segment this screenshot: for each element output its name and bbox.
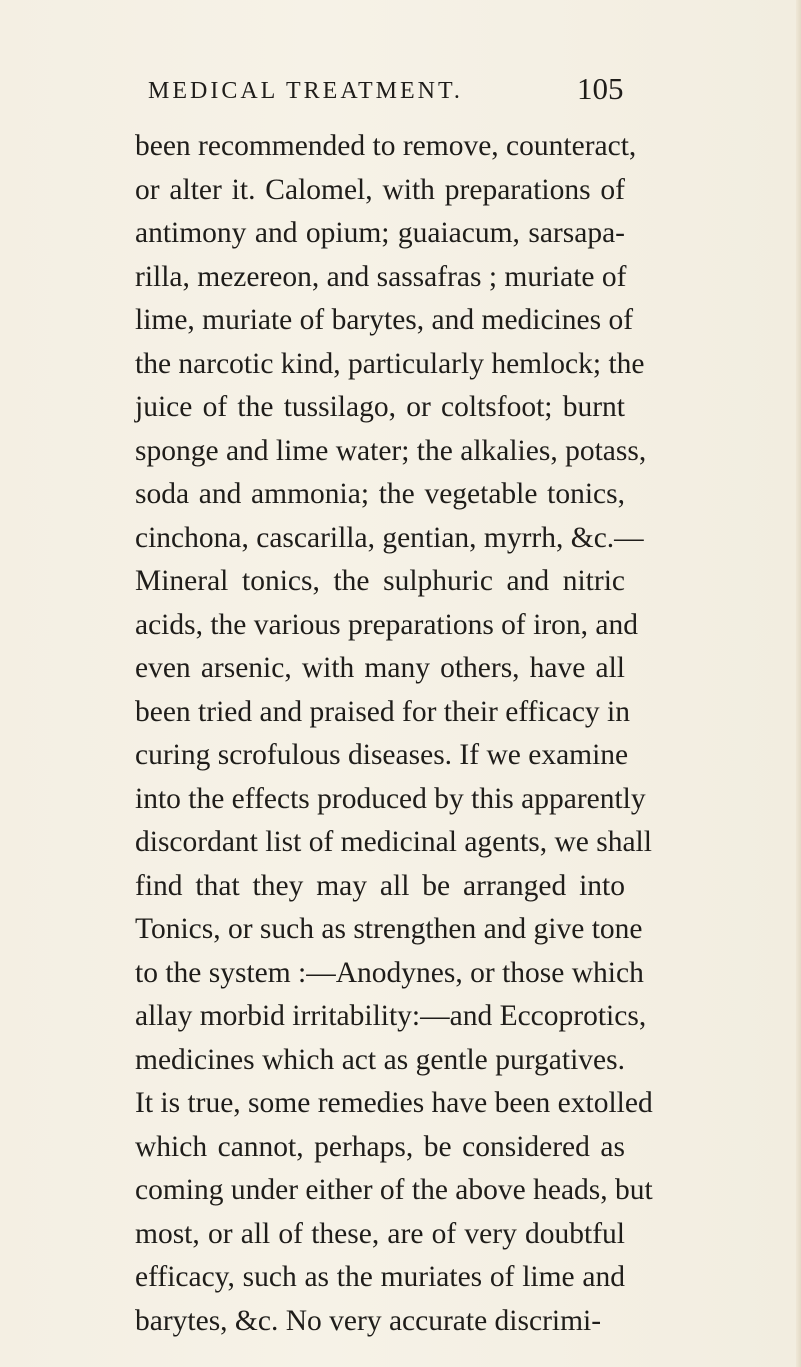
text-line: into the effects produced by this apparently: [135, 783, 646, 815]
text-line: to the system :—Anodynes, or those which: [135, 957, 644, 989]
text-line: Mineral tonics, the sulphuric and nitric: [135, 565, 625, 597]
page-edge: [796, 0, 801, 1367]
text-line: allay morbid irritability:—and Eccoprotics,: [135, 1000, 647, 1032]
text-line: barytes, &c. No very accurate discrimi-: [135, 1305, 602, 1337]
text-line: or alter it. Calomel, with preparations of: [135, 174, 625, 206]
text-line: It is true, some remedies have been extolled: [135, 1087, 653, 1119]
text-line: lime, muriate of barytes, and medicines of: [135, 304, 634, 336]
text-line: discordant list of medicinal agents, we shall: [135, 826, 652, 858]
text-line: efficacy, such as the muriates of lime and: [135, 1261, 625, 1293]
text-line: soda and ammonia; the vegetable tonics,: [135, 478, 625, 510]
text-line: cinchona, cascarilla, gentian, myrrh, &c.—: [135, 522, 644, 554]
text-line: antimony and opium; guaiacum, sarsapa-: [135, 217, 625, 249]
text-line: the narcotic kind, particularly hemlock; the: [135, 348, 645, 380]
running-header: MEDICAL TREATMENT.: [148, 78, 463, 104]
text-line: sponge and lime water; the alkalies, potass,: [135, 435, 647, 467]
text-line: even arsenic, with many others, have all: [135, 652, 625, 684]
text-line: most, or all of these, are of very doubtful: [135, 1218, 625, 1250]
text-line: coming under either of the above heads, but: [135, 1174, 653, 1206]
text-line: medicines which act as gentle purgatives.: [135, 1044, 625, 1076]
text-line: acids, the various preparations of iron, and: [135, 609, 638, 641]
text-line: Tonics, or such as strengthen and give tone: [135, 913, 643, 945]
text-line: curing scrofulous diseases. If we examine: [135, 739, 629, 771]
text-line: rilla, mezereon, and sassafras ; muriate of: [135, 261, 627, 293]
page-number: 105: [577, 71, 624, 106]
text-line: been tried and praised for their efficacy in: [135, 696, 630, 728]
text-line: which cannot, perhaps, be considered as: [135, 1131, 625, 1163]
text-line: been recommended to remove, counteract,: [135, 130, 637, 162]
text-line: find that they may all be arranged into: [135, 870, 625, 902]
text-line: juice of the tussilago, or coltsfoot; burnt: [135, 391, 625, 423]
